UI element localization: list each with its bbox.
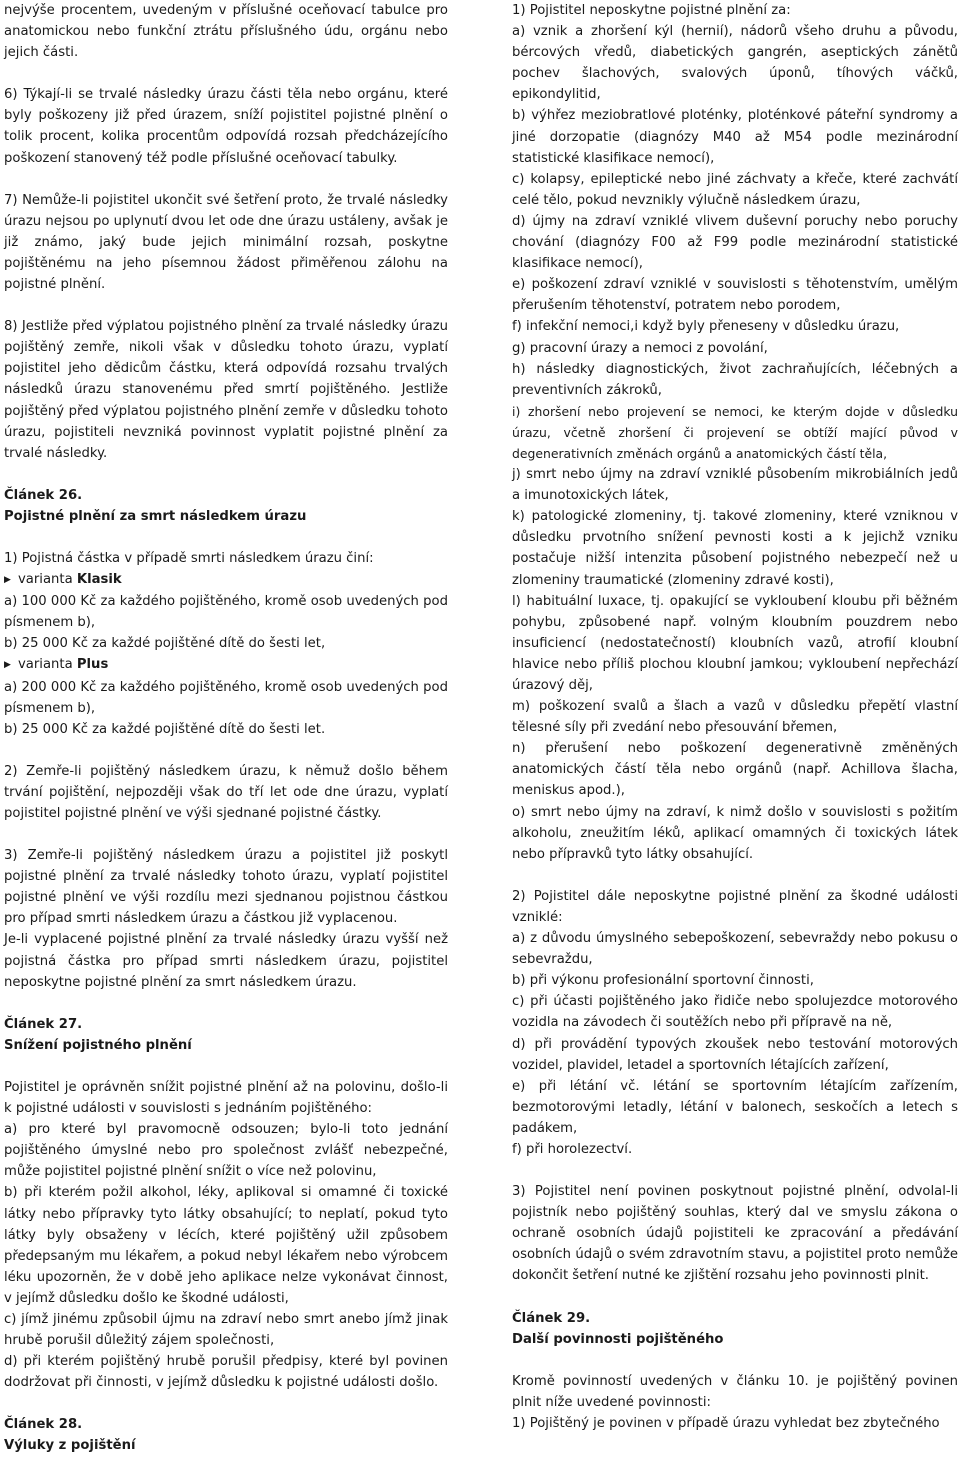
exclusion2-item-d: d) při provádění typových zkoušek nebo testování motorových vozidel, plavidel, letadel a sportovních létajících zařízení,: [512, 1036, 958, 1073]
exclusion-item-o: o) smrt nebo újmy na zdraví, k nimž došlo v souvislosti s požitím alkoholu, zneužitím léků, aplikací omamných či toxických látek nebo přípravků tyto látky obsahující.: [512, 804, 958, 862]
article-29-title: Další povinnosti pojištěného: [512, 1331, 724, 1347]
article-28-title: Výluky z pojištění: [4, 1438, 136, 1454]
article-26-a-plus: a) 200 000 Kč za každého pojištěného, kromě osob uvedených pod písmenem b),: [4, 679, 448, 716]
article-27-item-d: d) při kterém pojištěný hrubě porušil předpisy, které byl povinen dodržovat při činnosti, v jejímž důsledku k pojistné události došlo.: [4, 1354, 448, 1391]
exclusion-item-m: m) poškození svalů a šlach a vazů v důsledku přepětí vlastní tělesné síly při zvedání nebo přesouvání břemen,: [512, 699, 958, 736]
article-26-b-klasik: b) 25 000 Kč za každé pojištěné dítě do šesti let,: [4, 636, 326, 652]
article-26-b-plus: b) 25 000 Kč za každé pojištěné dítě do šesti let.: [4, 721, 326, 737]
bullet-arrow-icon: ▶: [4, 575, 11, 586]
exclusion-item-l: l) habituální luxace, tj. opakující se vykloubení kloubu při běžném pohybu, způsobené např. volným kloubním pouzdrem nebo insuficiencí (nedostatečností) kloubních vazů, atrofií kloubní hlavice nebo příliš plochou kloubní jamkou; vykloubení nepřechází úrazový děj,: [512, 593, 958, 693]
variant-klasik-name: Klasik: [76, 572, 122, 588]
article-27-item-b: b) při kterém požil alkohol, léky, aplikoval si omamné či toxické látky nebo přípravky tyto látky obsahující; to neplatí, pokud tyto látky byly obsaženy v lécích, které pojištěný užil způsobem předepsaným mu lékařem, a pokud nebyl lékařem nebo výrobcem léku upozorněn, že v době jeho aplikace nelze vykonávat činnost, v jejímž důsledku došlo ke škodné události,: [4, 1185, 448, 1306]
variant-klasik: ▶ varianta Klasik: [4, 569, 448, 591]
exclusion2-item-f: f) při horolezectví.: [512, 1141, 633, 1157]
article-27-intro: Pojistitel je oprávněn snížit pojistné plnění až na polovinu, došlo-li k pojistné události v souvislosti s jednáním pojištěného:: [4, 1079, 448, 1117]
variant-plus-name: Plus: [76, 657, 109, 673]
exclusion-item-g: g) pracovní úrazy a nemoci z povolání,: [512, 340, 768, 356]
bullet-arrow-icon: ▶: [4, 660, 11, 671]
exclusion-item-k: k) patologické zlomeniny, tj. takové zlomeniny, které vzniknou v důsledku prvotního snížení pevnosti kosti a k jejichž vzniku postačuje nižší intenzita působení pojistného nebezpečí než u zlomeniny traumatické (zlomeniny zdravé kosti),: [512, 509, 958, 588]
article-27-item-c: c) jímž jinému způsobil újmu na zdraví nebo smrt anebo jímž jinak hrubě porušil důležitý zájem společnosti,: [4, 1311, 448, 1349]
left-column: [4, 0, 448, 1457]
exclusion-item-n: n) přerušení nebo poškození degenerativně změněných anatomických částí těla nebo orgánů (např. Achillova šlacha, meniskus apod.),: [512, 741, 958, 799]
article-29-paragraph-1: 1) Pojištěný je povinen v případě úrazu vyhledat bez zbytečného: [512, 1415, 940, 1431]
exclusions-paragraph-1: 1) Pojistitel neposkytne pojistné plnění za:: [512, 3, 791, 18]
exclusion-item-d: d) újmy na zdraví vzniklé vlivem duševní poruchy nebo poruchy chování (diagnózy F00 až F99 podle mezinárodní statistické klasifikace nemocí),: [512, 213, 958, 272]
article-26-paragraph-3: 3) Zemře-li pojištěný následkem úrazu a pojistitel již poskytl pojistné plnění za trvalé následky tohoto úrazu, vyplatí pojistitel pojistné plnění ve výši rozdílu mezi sjednanou pojistnou částkou pro případ smrti následkem úrazu a částkou již vyplacenou.: [4, 848, 448, 927]
paragraph-7: 7) Nemůže-li pojistitel ukončit své šetření proto, že trvalé následky úrazu nejsou po uplynutí dvou let ode dne úrazu ustáleny, avšak je již známo, jaký bude jejich minimální rozsah, poskytne pojištěnému na jeho písemnou žádost přiměřenou zálohu na pojistné plnění.: [4, 192, 448, 293]
exclusion-item-j: j) smrt nebo újmy na zdraví vzniklé působením mikrobiálních jedů a imunotoxických látek,: [512, 467, 958, 504]
exclusion-item-b: b) výhřez meziobratlové ploténky, ploténkové páteřní syndromy a jiné dorzopatie (diagnózy M40 až M54 podle mezinárodní statistické klasifikace nemocí),: [512, 108, 958, 166]
paragraph-intro: nejvýše procentem, uvedeným v příslušné oceňovací tabulce pro anatomickou nebo funkční ztrátu příslušného údu, orgánu nebo jejich části.: [4, 3, 448, 61]
article-27-title: Snížení pojistného plnění: [4, 1037, 192, 1053]
article-26-number: Článek 26.: [4, 487, 83, 503]
exclusion-item-h: h) následky diagnostických, život zachraňujících, léčebných a preventivních zákroků,: [512, 361, 958, 398]
paragraph-6: 6) Týkají-li se trvalé následky úrazu části těla nebo orgánu, které byly poškozeny již před úrazem, sníží pojistitel pojistné plnění o tolik procent, kolika procentům odpovídá rozsah předcházejícího poškození stanovený též podle příslušné oceňovací tabulky.: [4, 87, 448, 166]
exclusion-item-i: i) zhoršení nebo projevení se nemoci, ke kterým dojde v důsledku úrazu, včetně zhoršení či projevení se obtíží mající původ v degenerativních změnách orgánů a anatomických částí těla,: [512, 403, 958, 461]
article-29-number: Článek 29.: [512, 1310, 591, 1326]
right-column: [512, 0, 958, 1434]
exclusion2-item-a: a) z důvodu úmyslného sebepoškození, sebevraždy nebo pokusu o sebevraždu,: [512, 931, 958, 968]
article-27-number: Článek 27.: [4, 1016, 83, 1032]
exclusion2-item-b: b) při výkonu profesionální sportovní činnosti,: [512, 973, 814, 989]
article-28-number: Článek 28.: [4, 1417, 83, 1433]
exclusion-item-f: f) infekční nemoci,i když byly přeneseny v důsledku úrazu,: [512, 319, 900, 335]
exclusion-item-a: a) vznik a zhoršení kýl (hernií), nádorů všeho druhu a původu, bércových vředů, diabetických gangrén, aseptických zánětů pochev šlachových, svalových úponů, tíhových váčků, epikondylitid,: [512, 24, 958, 103]
article-27-item-a: a) pro které byl pravomocně odsouzen; bylo-li toto jednání pojištěného úmyslné nebo pro společnost zvlášť nebezpečné, může pojistitel pojistné plnění snížit o více než polovinu,: [4, 1122, 448, 1180]
exclusion-item-e: e) poškození zdraví vzniklé v souvislosti s těhotenstvím, umělým přerušením těhotenství, potratem nebo porodem,: [512, 277, 958, 314]
article-26-title: Pojistné plnění za smrt následkem úrazu: [4, 508, 307, 524]
exclusions-paragraph-3: 3) Pojistitel není povinen poskytnout pojistné plnění, odvolal-li pojistník nebo pojištěný souhlas, který dal ve smyslu zákona o ochraně osobních údajů pojistiteli ke zpracování a předávání osobních údajů o svém zdravotním stavu, a pojistitel proto nemůže dokončit šetření nutné ke zjištění rozsahu jeho povinnosti plnit.: [512, 1184, 958, 1284]
exclusions-paragraph-2: 2) Pojistitel dále neposkytne pojistné plnění za škodné události vzniklé:: [512, 888, 958, 925]
paragraph-8: 8) Jestliže před výplatou pojistného plnění za trvalé následky úrazu pojištěný zemře, nikoli však v důsledku tohoto úrazu, vyplatí pojistitel jeho dědicům částku, která odpovídá rozsahu trvalých následků úrazu stanovenému před smrtí pojištěného. Jestliže pojištěný před výplatou pojistného plnění zemře v důsledku tohoto úrazu, pojistiteli nevzniká povinnost vyplatit pojistné plnění za trvalé následky.: [4, 319, 448, 461]
exclusion2-item-e: e) při létání vč. létání se sportovním létajícím zařízením, bezmotorovými letadly, létání v balonech, seskočích a letech s padákem,: [512, 1078, 958, 1136]
variant-plus: ▶ varianta Plus: [4, 654, 448, 676]
article-26-paragraph-1: 1) Pojistná částka v případě smrti následkem úrazu činí:: [4, 550, 374, 566]
exclusion2-item-c: c) při účasti pojištěného jako řidiče nebo spolujezdce motorového vozidla na závodech či soutěžích nebo při přípravě na ně,: [512, 994, 958, 1031]
article-26-paragraph-3b: Je-li vyplacené pojistné plnění za trvalé následky úrazu vyšší než pojistná částka pro případ smrti následkem úrazu, pojistitel neposkytne pojistné plnění za smrt následkem úrazu.: [4, 932, 448, 990]
article-26-a-klasik: a) 100 000 Kč za každého pojištěného, kromě osob uvedených pod písmenem b),: [4, 594, 448, 631]
article-26-paragraph-2: 2) Zemře-li pojištěný následkem úrazu, k němuž došlo během trvání pojištění, nejpozději však do tří let ode dne úrazu, vyplatí pojistitel pojistné plnění ve výši sjednané pojistné částky.: [4, 763, 448, 821]
article-29-intro: Kromě povinností uvedených v článku 10. je pojištěný povinen plnit níže uvedené povinnosti:: [512, 1373, 958, 1410]
exclusion-item-c: c) kolapsy, epileptické nebo jiné záchvaty a křeče, které zachvátí celé tělo, pokud nevznikly výlučně následkem úrazu,: [512, 171, 958, 208]
